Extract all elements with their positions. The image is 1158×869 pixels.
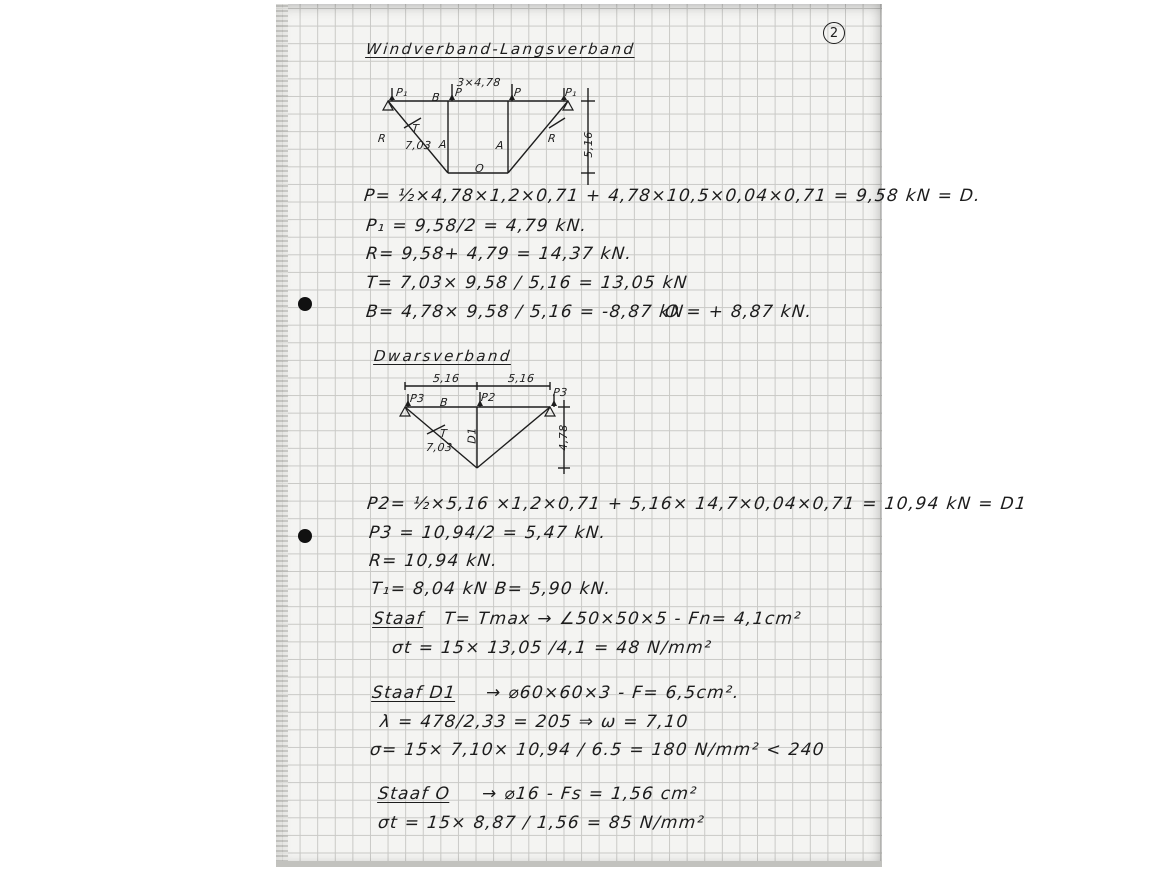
truss1-p-left: P [454,86,463,99]
calc1-line-5: B= 4,78× 9,58 / 5,16 = -8,87 kN [364,302,686,322]
heading-dwarsverband: Dwarsverband [373,347,513,365]
heading-windverband: Windverband-Langsverband [365,40,637,58]
truss1-p-right: P [513,86,522,99]
staaf-t-head: Staaf [371,609,425,629]
truss1-p1-left: P₁ [395,86,409,99]
calc2-line-4: T₁= 8,04 kN B= 5,90 kN. [369,579,613,599]
truss1-a-right: A [495,139,505,152]
truss1-p1-right: P₁ [564,86,578,99]
calc1-line-4: T= 7,03× 9,58 / 5,16 = 13,05 kN [364,273,689,293]
truss1-a-left: A [438,138,448,151]
staaf-o-profile: → ⌀16 - Fs = 1,56 cm² [480,784,699,804]
truss2-p3-left: P3 [409,392,426,405]
truss2-b: B [439,396,449,409]
calc2-line-2: P3 = 10,94/2 = 5,47 kN. [367,523,608,543]
truss1-r-left: R [377,132,387,145]
staaf-o-head: Staaf O [376,784,452,804]
truss2-p3-right: P3 [552,386,569,399]
truss2-t: T [439,427,448,440]
truss2-p2: P2 [480,391,497,404]
truss1-t: T [411,122,420,135]
calc1-line-2: P₁ = 9,58/2 = 4,79 kN. [364,216,589,236]
truss1-r-right: R [547,132,557,145]
calc2-line-3: R= 10,94 kN. [367,551,500,571]
truss1-top-dim: 3×4,78 [456,76,502,89]
truss2-d1: D1 [465,427,479,444]
staaf-d1-profile: → ⌀60×60×3 - F= 6,5cm². [484,683,741,703]
calc2-line-1: P2= ½×5,16 ×1,2×0,71 + 5,16× 14,7×0,04×0,71 = 10,94 kN = D1 [365,494,1029,514]
calc1-o-force: O = + 8,87 kN. [663,302,814,322]
truss2-dim-left: 5,16 [432,372,461,385]
calc1-line-1: P= ½×4,78×1,2×0,71 + 4,78×10,5×0,04×0,71 = 9,58 kN = D. [362,186,983,206]
truss2-t-length: 7,03 [425,441,454,454]
truss2-height: 4,78 [556,424,570,451]
calc1-line-3: R= 9,58+ 4,79 = 14,37 kN. [364,244,634,264]
staaf-d1-stress: σ= 15× 7,10× 10,94 / 6.5 = 180 N/mm² < 240 [368,740,826,760]
page-number: 2 [823,22,845,44]
truss2-dim-right: 5,16 [507,372,536,385]
staaf-d1-slenderness: λ = 478/2,33 = 205 ⇒ ω = 7,10 [378,712,690,732]
staaf-t-profile: T= Tmax → ∠50×50×5 - Fn= 4,1cm² [442,609,803,629]
staaf-o-stress: σt = 15× 8,87 / 1,56 = 85 N/mm² [376,813,706,833]
staaf-t-stress: σt = 15× 13,05 /4,1 = 48 N/mm² [390,638,714,658]
staaf-d1-head: Staaf D1 [370,683,458,703]
truss1-height: 5,16 [581,131,595,158]
truss1-b: B [431,91,441,104]
truss1-o: O [474,162,485,175]
truss1-t-length: 7,03 [404,139,433,152]
